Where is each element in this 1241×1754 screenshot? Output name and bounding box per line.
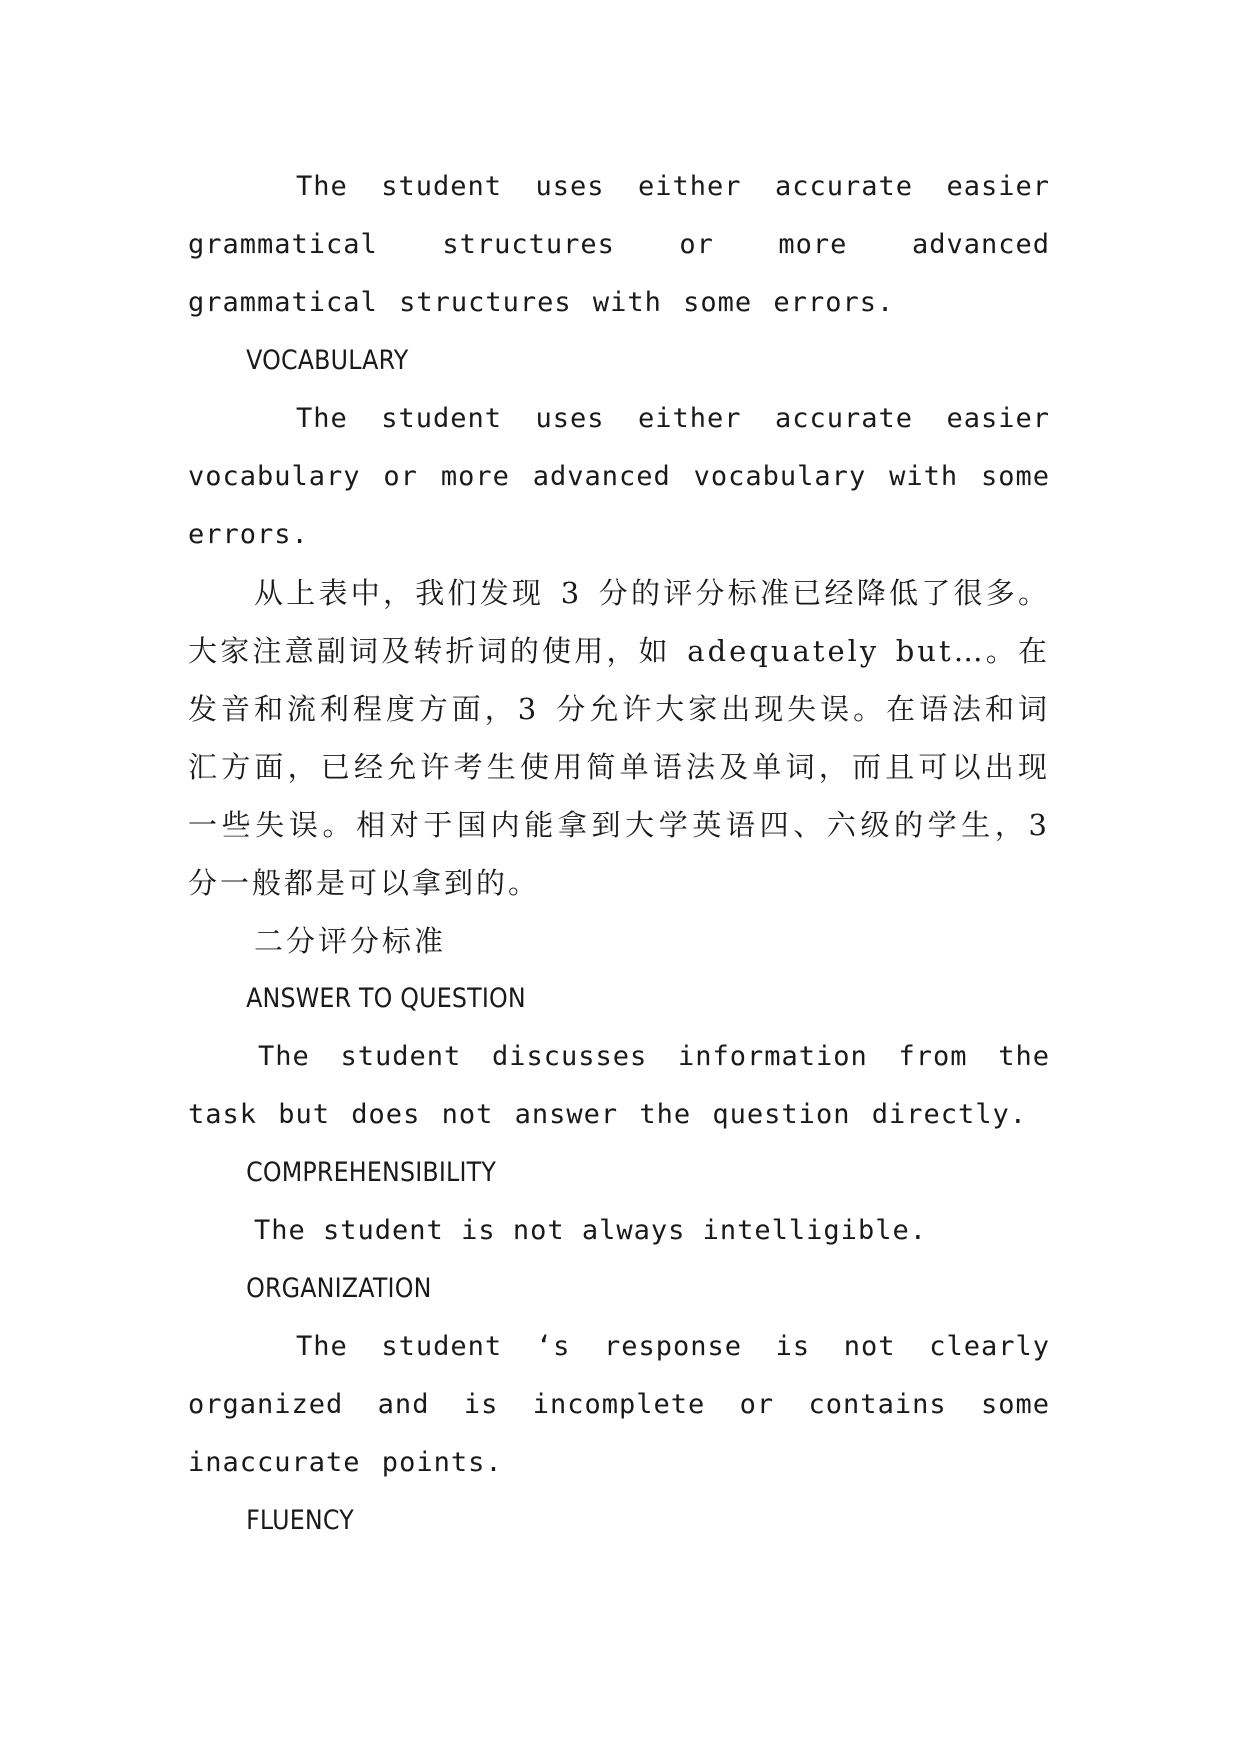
fluency-heading: FLUENCY [246,1505,354,1536]
grammar-description: The student uses either accurate easier grammatical structures or more advanced grammatical structures with some errors. [188,171,1050,318]
document-page [188,158,1050,1550]
organization-heading: ORGANIZATION [246,1273,432,1304]
comprehensibility-description: The student is not always intelligible. [254,1215,927,1246]
answer-to-question-heading: ANSWER TO QUESTION [246,983,526,1014]
organization-description: The student ‘s response is not clearly organized and is incomplete or contains some inaccurate points. [188,1331,1050,1478]
answer-description: The student discusses information from the task but does not answer the question directly. [188,1041,1050,1130]
vocabulary-heading: VOCABULARY [246,345,409,376]
chinese-analysis-paragraph: 从上表中，我们发现 3 分的评分标准已经降低了很多。大家注意副词及转折词的使用，如 adequately but…。在发音和流利程度方面，3 分允许大家出现失误。在语法和词汇方面，已经允许考生使用简单语法及单词，而且可以出现一些失误。相对于国内能拿到大学英语四、六级的学生，3 分一般都是可以拿到的。 [188,576,1050,900]
comprehensibility-heading: COMPREHENSIBILITY [246,1157,497,1188]
vocabulary-description: The student uses either accurate easier vocabulary or more advanced vocabulary with some errors. [188,403,1050,550]
two-point-criteria-heading: 二分评分标准 [254,924,447,958]
